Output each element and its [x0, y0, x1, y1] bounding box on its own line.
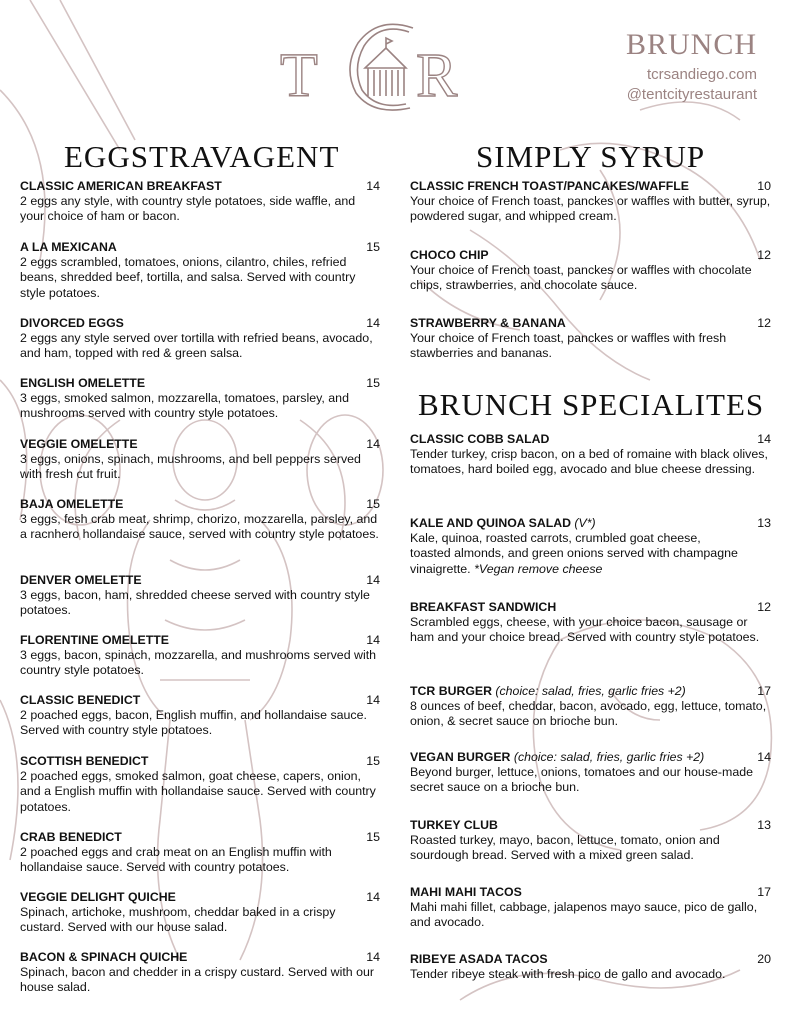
item-price: 14 [757, 750, 771, 764]
item-name: SCOTTISH BENEDICT [20, 754, 149, 768]
item-name: DIVORCED EGGS [20, 316, 124, 330]
item-name: CHOCO CHIP [410, 248, 489, 262]
item-price: 13 [757, 818, 771, 832]
item-name: CLASSIC BENEDICT [20, 693, 141, 707]
item-name: CLASSIC FRENCH TOAST/PANCAKES/WAFFLE [410, 179, 689, 193]
item-name: VEGGIE OMELETTE [20, 437, 138, 451]
item-description: Roasted turkey, mayo, bacon, lettuce, tomato, onion and sourdough bread. Served with a mixed green salad. [410, 833, 720, 863]
item-name: STRAWBERRY & BANANA [410, 316, 566, 330]
item-price: 14 [366, 179, 380, 193]
item-name: BACON & SPINACH QUICHE [20, 950, 188, 964]
item-description: Tender ribeye steak with fresh pico de gallo and avocado. [410, 967, 726, 982]
item-price: 14 [366, 890, 380, 904]
item-name: CRAB BENEDICT [20, 830, 122, 844]
menu-title: BRUNCH [625, 28, 757, 61]
section-title-eggstravagent: EGGSTRAVAGENT [64, 139, 340, 174]
item-price: 13 [757, 516, 771, 530]
item-description: 3 eggs, fesh crab meat, shrimp, chorizo, mozzarella, parsley, and a racnhero hollandaise sauce, served with country style potatoes. [20, 512, 379, 542]
menu-item [20, 890, 380, 936]
item-name: TURKEY CLUB [410, 818, 498, 832]
item-price: 17 [757, 885, 771, 899]
item-description [410, 531, 740, 577]
item-description: 2 poached eggs, smoked salmon, goat cheese, capers, onion, and a English muffin with hollandaise sauce. Served with country potatoes. [20, 769, 376, 814]
menu-item [20, 693, 380, 739]
item-description: Mahi mahi fillet, cabbage, jalapenos mayo sauce, pico de gallo, and avocado. [410, 900, 758, 930]
menu-item [20, 437, 380, 483]
item-name: A LA MEXICANA [20, 240, 117, 254]
item-price: 14 [366, 693, 380, 707]
item-price: 17 [757, 684, 771, 698]
item-description: Beyond burger, lettuce, onions, tomatoes and our house-made secret sauce on a brioche bun. [410, 765, 754, 795]
item-price: 15 [366, 497, 380, 511]
menu-item [20, 497, 380, 543]
item-name: CLASSIC AMERICAN BREAKFAST [20, 179, 222, 193]
menu-item [20, 240, 380, 301]
item-choice: (V*) [574, 516, 596, 530]
website-text: tcrsandiego.com [646, 66, 757, 83]
item-description: Your choice of French toast, panckes or waffles with fresh stawberries and bananas. [410, 331, 727, 361]
svg-text:T: T [280, 42, 322, 110]
item-price: 15 [366, 376, 380, 390]
item-name: BAJA OMELETTE [20, 497, 124, 511]
menu-item [410, 600, 771, 646]
item-name: FLORENTINE OMELETTE [20, 633, 169, 647]
tcr-logo [278, 18, 483, 116]
item-description: Your choice of French toast, panckes or waffles with chocolate chips, strawberries, and chocolate sauce. [410, 263, 752, 293]
svg-text:R: R [416, 42, 458, 110]
menu-item [20, 316, 380, 362]
item-price: 14 [366, 573, 380, 587]
menu-item [20, 376, 380, 422]
menu-item [410, 248, 771, 294]
menu-item [410, 179, 771, 225]
item-name: RIBEYE ASADA TACOS [410, 952, 548, 966]
menu-item [20, 633, 380, 679]
item-name-text: TCR BURGER [410, 684, 492, 698]
menu-item [20, 950, 380, 996]
item-description: 3 eggs, bacon, ham, shredded cheese served with country style potatoes. [20, 588, 370, 618]
item-description: Spinach, artichoke, mushroom, cheddar baked in a crispy custard. Served with our house salad. [20, 905, 336, 935]
item-description: Scrambled eggs, cheese, with your choice bacon, sausage or ham and your choice bread. Served with country style potatoes. [410, 615, 760, 645]
menu-item [410, 684, 771, 730]
item-price: 12 [757, 316, 771, 330]
item-description: 2 eggs any style, with country style potatoes, side waffle, and your choice of ham or bacon. [20, 194, 356, 224]
item-price: 14 [366, 437, 380, 451]
item-choice: (choice: salad, fries, garlic fries +2) [495, 684, 686, 698]
menu-item [410, 885, 771, 931]
item-price: 12 [757, 248, 771, 262]
item-description: 2 poached eggs, bacon, English muffin, and hollandaise sauce. Served with country style potatoes. [20, 708, 367, 738]
item-name-text: KALE AND QUINOA SALAD [410, 516, 571, 530]
item-price: 15 [366, 830, 380, 844]
item-name [410, 750, 771, 765]
menu-item [20, 179, 380, 225]
item-name: ENGLISH OMELETTE [20, 376, 146, 390]
menu-item [410, 750, 771, 796]
instagram-handle: @tentcityrestaurant [626, 86, 757, 103]
item-price: 15 [366, 240, 380, 254]
menu-item [20, 830, 380, 876]
item-description-text: Kale, quinoa, roasted carrots, crumbled goat cheese, toasted almonds, and green onions served with champagne vinaigrette. [410, 531, 738, 576]
item-price: 14 [757, 432, 771, 446]
item-description: 2 poached eggs and crab meat on an English muffin with hollandaise sauce. Served with country potatoes. [20, 845, 332, 875]
menu-item [20, 754, 380, 815]
item-description: Spinach, bacon and chedder in a crispy custard. Served with our house salad. [20, 965, 375, 995]
section-title-brunch-specialites: BRUNCH SPECIALITES [418, 387, 765, 422]
item-price: 14 [366, 316, 380, 330]
item-name: MAHI MAHI TACOS [410, 885, 522, 899]
item-description: 2 eggs scrambled, tomatoes, onions, cilantro, chiles, refried beans, shredded beef, tortilla, and salsa. Served with country style potatoes. [20, 255, 356, 300]
item-choice: (choice: salad, fries, garlic fries +2) [513, 750, 705, 764]
item-price: 14 [366, 633, 380, 647]
item-name: BREAKFAST SANDWICH [410, 600, 557, 614]
item-description: 2 eggs any style served over tortilla with refried beans, avocado, and ham, topped with red & green salsa. [20, 331, 373, 361]
menu-item [410, 952, 771, 982]
logo-tent-icon [278, 18, 483, 116]
item-name: CLASSIC COBB SALAD [410, 432, 550, 446]
item-name: VEGGIE DELIGHT QUICHE [20, 890, 176, 904]
item-description: 3 eggs, onions, spinach, mushrooms, and bell peppers served with fresh cut fruit. [20, 452, 361, 482]
item-price: 20 [757, 952, 771, 966]
menu-item [410, 516, 771, 577]
item-price: 15 [366, 754, 380, 768]
item-price: 10 [757, 179, 771, 193]
menu-item [410, 316, 771, 362]
menu-item [410, 432, 771, 478]
item-description: Your choice of French toast, panckes or waffles with butter, syrup, powdered sugar, and whipped cream. [410, 194, 771, 224]
item-description: Tender turkey, crisp bacon, on a bed of romaine with black olives, tomatoes, hard boiled egg, avocado and blue cheese dressing. [410, 447, 768, 477]
menu-item [20, 573, 380, 619]
item-price: 12 [757, 600, 771, 614]
item-name-text: VEGAN BURGER [410, 750, 511, 764]
item-name [410, 516, 771, 531]
section-title-simply-syrup: SIMPLY SYRUP [476, 139, 706, 174]
item-description: 3 eggs, bacon, spinach, mozzarella, and mushrooms served with country style potatoes. [20, 648, 377, 678]
item-description: 8 ounces of beef, cheddar, bacon, avocado, egg, lettuce, tomato, onion, & secret sauce on brioche bun. [410, 699, 767, 729]
item-description: 3 eggs, smoked salmon, mozzarella, tomatoes, parsley, and mushrooms served with country style potatoes. [20, 391, 349, 421]
item-note: *Vegan remove cheese [474, 561, 603, 576]
item-name: DENVER OMELETTE [20, 573, 142, 587]
item-price: 14 [366, 950, 380, 964]
item-name [410, 684, 771, 699]
menu-item [410, 818, 771, 864]
